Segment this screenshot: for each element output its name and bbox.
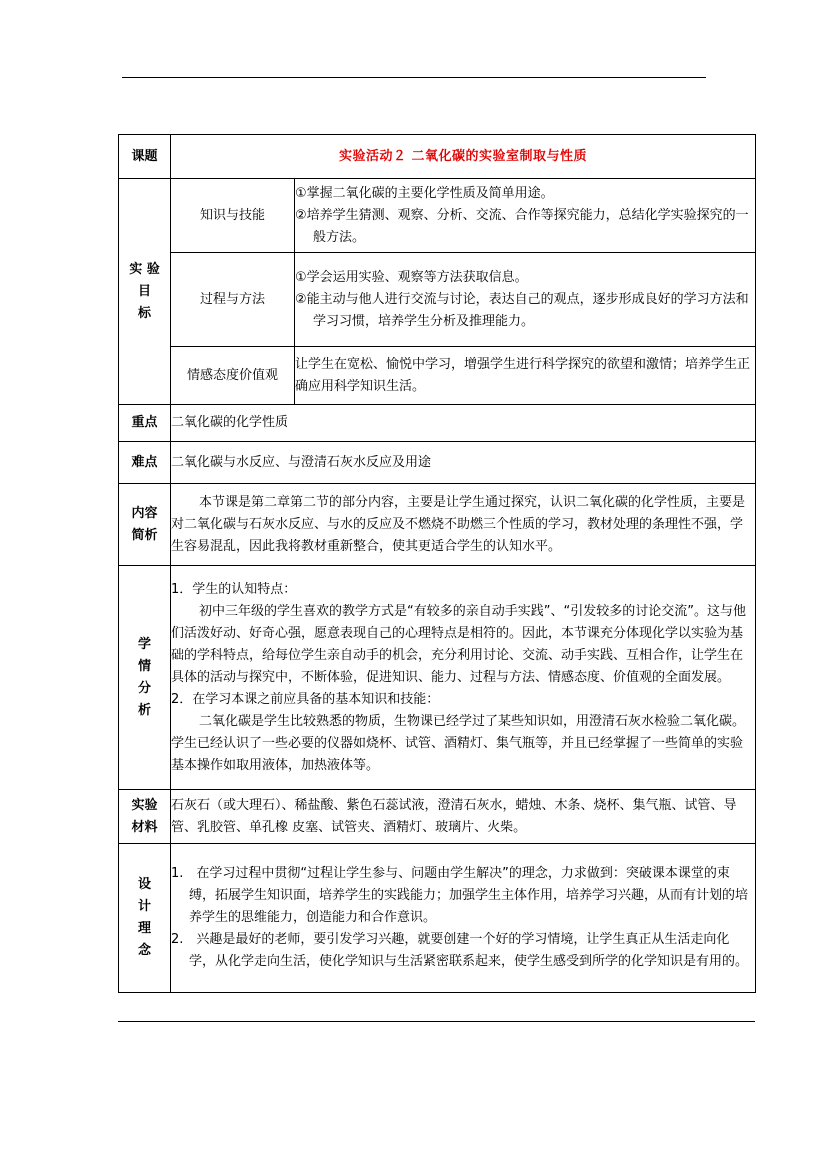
emotion-label: 情感态度价值观 [171, 347, 295, 405]
design-label-line-1: 设 [137, 877, 151, 892]
lesson-plan-table [118, 134, 756, 993]
knowledge-content [295, 179, 756, 253]
design-item-1: 1. 在学习过程中贯彻“过程让学生参与、问题由学生解决”的理念，力求做到：突破课本课堂的束缚，拓展学生知识面，培养学生的实践能力；加强学生主体作用，培养学习兴趣，从而有计划的培养学生的思维能力，创造能力和合作意识。 [171, 866, 749, 925]
materials-content: 石灰石（或大理石）、稀盐酸、紫色石蕊试液，澄清石灰水，蜡烛、木条、烧杯、集气瓶、试管、导管、乳胶管、单孔橡 皮塞、试管夹、酒精灯、玻璃片、火柴。 [171, 790, 756, 844]
materials-label [119, 790, 171, 844]
row-student-analysis [119, 566, 756, 790]
row-goal-process [119, 253, 756, 347]
design-content [171, 844, 756, 993]
goals-label-line-3: 标 [137, 305, 151, 321]
process-line-2: ②能主动与他人进行交流与讨论，表达自己的观点，逐步形成良好的学习方法和学习习惯，培养学生分析及推理能力。 [295, 291, 749, 329]
difficulty-content: 二氧化碳与水反应、与澄清石灰水反应及用途 [171, 442, 756, 484]
key-point-label: 重点 [119, 405, 171, 442]
design-label-line-4: 念 [137, 943, 151, 958]
content-analysis-text: 本节课是第二章第二节的部分内容，主要是让学生通过探究，认识二氧化碳的化学性质，主要是对二氧化碳与石灰水反应、与水的反应及不燃烧不助燃三个性质的学习，教材处理的条理性不强，学生容易混乱，因此我将教材重新整合，使其更适合学生的认知水平。 [171, 484, 756, 566]
row-difficulty [119, 442, 756, 484]
emotion-content: 让学生在宽松、愉悦中学习，增强学生进行科学探究的欲望和激情；培养学生正确应用科学知识生活。 [295, 347, 756, 405]
content-analysis-label-line-2: 简析 [131, 527, 158, 543]
footer-rule [118, 1021, 755, 1022]
row-goal-emotion [119, 347, 756, 405]
student-analysis-paragraph-2: 二氧化碳是学生比较熟悉的物质，生物课已经学过了某些知识如，用澄清石灰水检验二氧化碳。学生已经认识了一些必要的仪器如烧杯、试管、酒精灯、集气瓶等，并且已经掌握了一些简单的实验基本操作如取用液体，加热液体等。 [171, 713, 746, 773]
design-label-line-2: 计 [137, 899, 151, 914]
design-label [119, 844, 171, 993]
lesson-title: 实验活动２ 二氧化碳的实验室制取与性质 [171, 135, 756, 179]
student-analysis-content [171, 566, 756, 790]
row-materials [119, 790, 756, 844]
content-analysis-label [119, 484, 171, 566]
content-analysis-label-line-1: 内容 [131, 505, 158, 521]
materials-label-line-1: 实验 [131, 797, 158, 813]
process-line-1: ①学会运用实验、观察等方法获取信息。 [295, 269, 528, 285]
process-label: 过程与方法 [171, 253, 295, 347]
header-rule [122, 77, 706, 78]
knowledge-line-2: ②培养学生猜测、观察、分析、交流、合作等探究能力，总结化学实验探究的一般方法。 [295, 207, 749, 245]
title-label: 课题 [119, 135, 171, 179]
student-analysis-label-line-2: 情 [137, 658, 151, 674]
knowledge-label: 知识与技能 [171, 179, 295, 253]
row-key-point [119, 405, 756, 442]
student-analysis-label [119, 566, 171, 790]
row-content-analysis [119, 484, 756, 566]
row-design [119, 844, 756, 993]
design-label-line-3: 理 [137, 921, 151, 936]
student-analysis-label-line-1: 学 [137, 636, 151, 652]
student-analysis-label-line-3: 分 [137, 680, 151, 696]
student-analysis-heading-1: 1．学生的认知特点： [171, 581, 297, 597]
student-analysis-label-line-4: 析 [137, 702, 151, 718]
key-point-content: 二氧化碳的化学性质 [171, 405, 756, 442]
knowledge-line-1: ①掌握二氧化碳的主要化学性质及简单用途。 [295, 185, 554, 201]
row-goal-knowledge [119, 179, 756, 253]
student-analysis-paragraph-1: 初中三年级的学生喜欢的教学方式是“有较多的亲自动手实践”、“引发较多的讨论交流”。这与他们活泼好动、好奇心强，愿意表现自己的心理特点是相符的。因此，本节课充分体现化学以实验为基础的学科特点，给每位学生亲自动手的机会，充分利用讨论、交流、动手实践、互相合作，让学生在具体的活动与探究中，不断体验，促进知识、能力、过程与方法、情感态度、价值观的全面发展。 [171, 603, 746, 685]
process-content [295, 253, 756, 347]
goals-label [119, 179, 171, 405]
goals-label-line-2: 目 [137, 283, 151, 299]
materials-label-line-2: 材料 [131, 819, 158, 835]
design-item-2: 2. 兴趣是最好的老师，要引发学习兴趣，就要创建一个好的学习情境，让学生真正从生活走向化学，从化学走向生活，使化学知识与生活紧密联系起来，使学生感受到所学的化学知识是有用的。 [171, 932, 749, 969]
difficulty-label: 难点 [119, 442, 171, 484]
row-title [119, 135, 756, 179]
goals-label-line-1: 实 验 [129, 261, 160, 277]
student-analysis-heading-2: 2．在学习本课之前应具备的基本知识和技能： [171, 691, 440, 707]
